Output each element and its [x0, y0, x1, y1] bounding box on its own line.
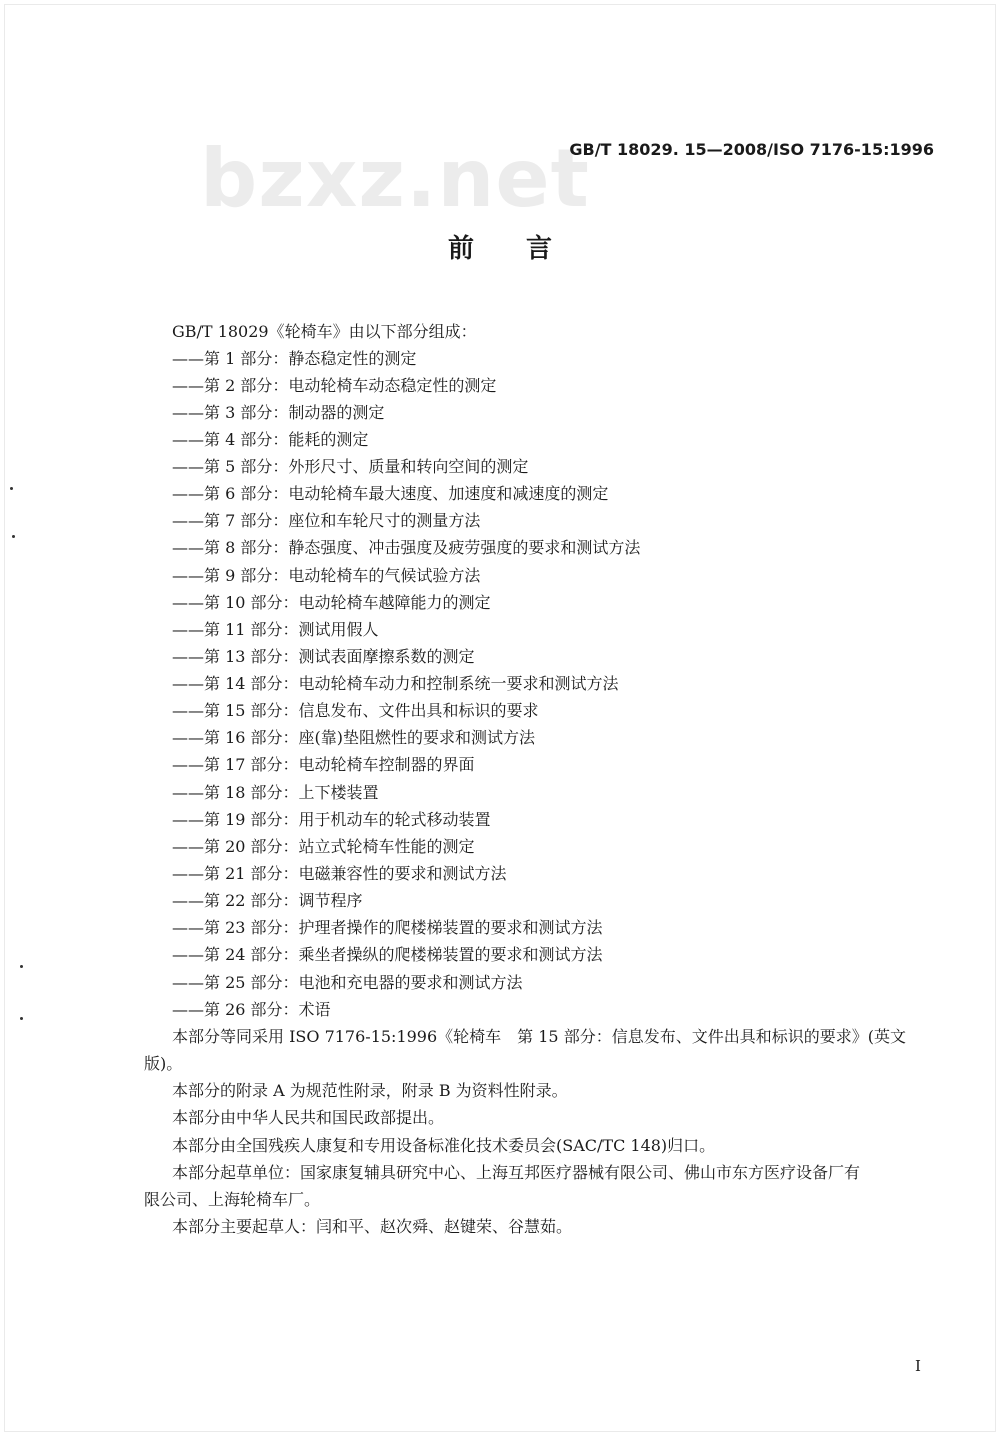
scan-speck	[12, 535, 15, 538]
proposed-paragraph: 本部分由中华人民共和国民政部提出。	[172, 1108, 445, 1127]
adoption-paragraph-cont: 版)。	[144, 1054, 183, 1073]
list-item: ——第 16 部分：座(靠)垫阻燃性的要求和测试方法	[172, 728, 536, 747]
list-item: ——第 17 部分：电动轮椅车控制器的界面	[172, 755, 475, 774]
list-item: ——第 10 部分：电动轮椅车越障能力的测定	[172, 593, 491, 612]
list-item: ——第 8 部分：静态强度、冲击强度及疲劳强度的要求和测试方法	[172, 538, 641, 557]
annex-paragraph: 本部分的附录 A 为规范性附录，附录 B 为资料性附录。	[172, 1081, 568, 1100]
list-item: ——第 25 部分：电池和充电器的要求和测试方法	[172, 973, 523, 992]
scan-speck	[20, 965, 23, 968]
list-item: ——第 9 部分：电动轮椅车的气候试验方法	[172, 566, 481, 585]
list-item: ——第 19 部分：用于机动车的轮式移动装置	[172, 810, 491, 829]
list-item: ——第 1 部分：静态稳定性的测定	[172, 349, 417, 368]
list-item: ——第 15 部分：信息发布、文件出具和标识的要求	[172, 701, 539, 720]
page-title: 前言	[447, 234, 604, 264]
list-item: ——第 23 部分：护理者操作的爬楼梯装置的要求和测试方法	[172, 918, 603, 937]
list-item: ——第 13 部分：测试表面摩擦系数的测定	[172, 647, 475, 666]
list-item: ——第 21 部分：电磁兼容性的要求和测试方法	[172, 864, 507, 883]
list-item: ——第 5 部分：外形尺寸、质量和转向空间的测定	[172, 457, 529, 476]
list-item: ——第 7 部分：座位和车轮尺寸的测量方法	[172, 511, 481, 530]
drafting-units-paragraph: 本部分起草单位：国家康复辅具研究中心、上海互邦医疗器械有限公司、佛山市东方医疗设备厂有	[172, 1163, 861, 1182]
adoption-paragraph: 本部分等同采用 ISO 7176-15:1996《轮椅车 第 15 部分：信息发布、文件出具和标识的要求》(英文	[172, 1027, 906, 1046]
list-item: ——第 22 部分：调节程序	[172, 891, 363, 910]
list-item: ——第 4 部分：能耗的测定	[172, 430, 369, 449]
list-item: ——第 3 部分：制动器的测定	[172, 403, 385, 422]
list-item: ——第 2 部分：电动轮椅车动态稳定性的测定	[172, 376, 497, 395]
watermark: bzxz.net	[200, 132, 590, 225]
list-item: ——第 6 部分：电动轮椅车最大速度、加速度和减速度的测定	[172, 484, 609, 503]
list-item: ——第 18 部分：上下楼装置	[172, 783, 379, 802]
list-item: ——第 14 部分：电动轮椅车动力和控制系统一要求和测试方法	[172, 674, 619, 693]
list-item: ——第 11 部分：测试用假人	[172, 620, 379, 639]
list-item: ——第 24 部分：乘坐者操纵的爬楼梯装置的要求和测试方法	[172, 945, 603, 964]
list-item: ——第 26 部分：术语	[172, 1000, 331, 1019]
page-number: I	[915, 1357, 921, 1375]
drafters-paragraph: 本部分主要起草人：闫和平、赵次舜、赵键荣、谷慧茹。	[172, 1217, 573, 1236]
list-item: ——第 20 部分：站立式轮椅车性能的测定	[172, 837, 475, 856]
scan-speck	[20, 1017, 23, 1020]
intro-line: GB/T 18029《轮椅车》由以下部分组成：	[172, 322, 477, 341]
drafting-units-paragraph-cont: 限公司、上海轮椅车厂。	[144, 1190, 321, 1209]
standard-code: GB/T 18029. 15—2008/ISO 7176-15:1996	[569, 140, 934, 159]
scan-speck	[10, 487, 13, 490]
centralized-paragraph: 本部分由全国残疾人康复和专用设备标准化技术委员会(SAC/TC 148)归口。	[172, 1136, 716, 1155]
